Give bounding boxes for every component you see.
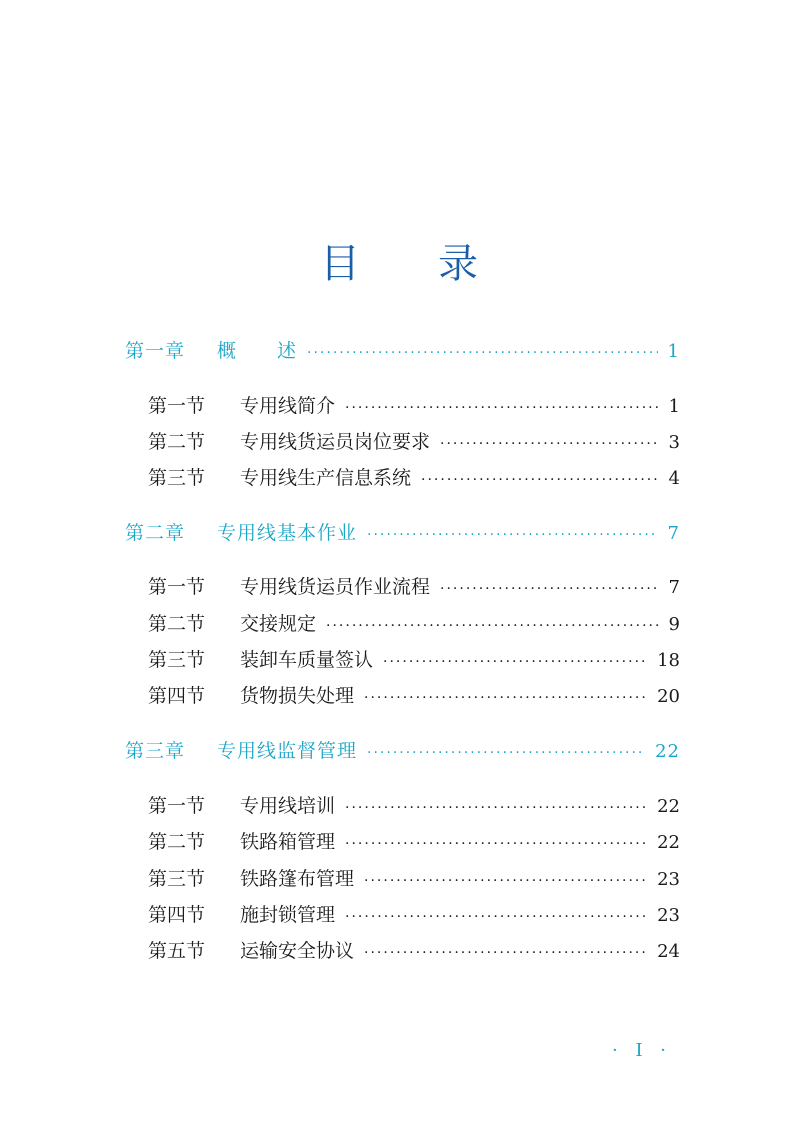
- section-number: 第三节: [148, 868, 206, 890]
- section-title: 运输安全协议: [240, 940, 355, 962]
- section-number: 第二节: [148, 431, 206, 453]
- page-number: 4: [668, 468, 680, 489]
- section-title: 专用线货运员作业流程: [240, 576, 431, 598]
- section-title: 铁路篷布管理: [240, 868, 355, 890]
- page-number: 24: [657, 941, 680, 962]
- chapter-number: 第三章: [125, 740, 186, 762]
- section-title: 交接规定: [240, 613, 317, 635]
- toc-section-3-5[interactable]: [148, 936, 680, 963]
- section-title: 专用线生产信息系统: [240, 467, 412, 489]
- toc-section-1-3[interactable]: [148, 463, 680, 490]
- toc-section-2-1[interactable]: [148, 572, 680, 599]
- page-number: 23: [657, 905, 680, 926]
- toc-section-3-2[interactable]: [148, 827, 680, 854]
- section-title: 专用线简介: [240, 395, 336, 417]
- section-number: 第四节: [148, 904, 206, 926]
- dot-leader: [367, 745, 645, 761]
- dot-leader: [307, 345, 658, 361]
- section-number: 第二节: [148, 613, 206, 635]
- dot-leader: [440, 581, 659, 597]
- dot-leader: [440, 436, 659, 452]
- toc-section-2-4[interactable]: [148, 681, 680, 708]
- toc-section-3-4[interactable]: [148, 900, 680, 927]
- dot-leader: [364, 945, 647, 961]
- toc-section-1-2[interactable]: [148, 427, 680, 454]
- page-number: 1: [668, 396, 680, 417]
- section-number: 第一节: [148, 395, 206, 417]
- page-number: 23: [657, 869, 680, 890]
- page-number: 1: [667, 341, 680, 362]
- dot-leader: [345, 836, 647, 852]
- section-number: 第一节: [148, 576, 206, 598]
- dot-leader: [367, 527, 658, 543]
- section-number: 第二节: [148, 831, 206, 853]
- chapter-title: 专用线基本作业: [217, 522, 358, 544]
- page-number: 18: [657, 650, 680, 671]
- page-number: 3: [668, 432, 680, 453]
- title-char-2: 录: [438, 241, 480, 287]
- section-title: 施封锁管理: [240, 904, 336, 926]
- page-number: 22: [657, 832, 680, 853]
- chapter-number: 第二章: [125, 522, 186, 544]
- chapter-number: 第一章: [125, 340, 186, 362]
- dot-leader: [326, 618, 659, 634]
- dot-leader: [345, 800, 647, 816]
- toc-section-3-3[interactable]: [148, 864, 680, 891]
- section-title: 专用线培训: [240, 795, 336, 817]
- page-number: 20: [657, 686, 680, 707]
- section-number: 第三节: [148, 467, 206, 489]
- page-number: 7: [668, 577, 680, 598]
- page-title: [0, 232, 800, 289]
- section-title: 铁路箱管理: [240, 831, 336, 853]
- dot-leader: [345, 909, 647, 925]
- section-number: 第三节: [148, 649, 206, 671]
- toc-section-1-1[interactable]: [148, 391, 680, 418]
- toc-chapter-3[interactable]: [125, 736, 680, 763]
- section-number: 第五节: [148, 940, 206, 962]
- toc-chapter-1[interactable]: [125, 336, 680, 363]
- chapter-title: 概 述: [217, 340, 298, 362]
- dot-leader: [345, 400, 659, 416]
- section-number: 第四节: [148, 685, 206, 707]
- chapter-title: 专用线监督管理: [217, 740, 358, 762]
- toc-chapter-2[interactable]: [125, 518, 680, 545]
- dot-leader: [364, 690, 647, 706]
- section-title: 专用线货运员岗位要求: [240, 431, 431, 453]
- title-char-1: 目: [320, 241, 362, 287]
- toc-section-2-2[interactable]: [148, 609, 680, 636]
- dot-leader: [364, 873, 647, 889]
- page-folio: · I ·: [612, 1040, 672, 1061]
- section-title: 装卸车质量签认: [240, 649, 374, 671]
- page-number: 9: [668, 614, 680, 635]
- page-number: 7: [667, 523, 680, 544]
- section-number: 第一节: [148, 795, 206, 817]
- page-number: 22: [655, 741, 680, 762]
- section-title: 货物损失处理: [240, 685, 355, 707]
- toc-section-3-1[interactable]: [148, 791, 680, 818]
- dot-leader: [421, 472, 659, 488]
- dot-leader: [383, 654, 647, 670]
- page-number: 22: [657, 796, 680, 817]
- toc-section-2-3[interactable]: [148, 645, 680, 672]
